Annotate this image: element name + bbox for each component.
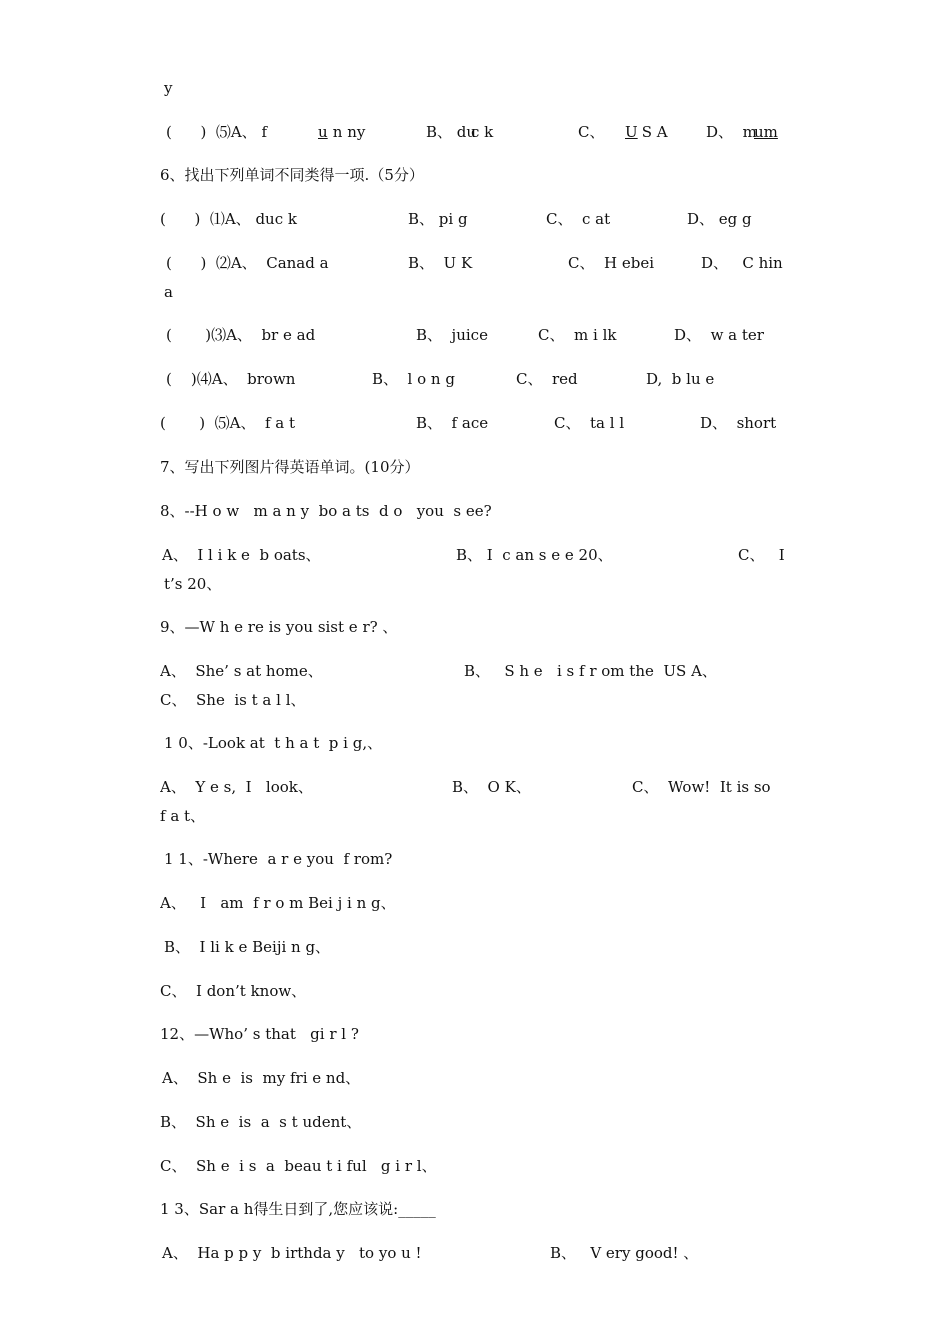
line-segment: u (318, 123, 328, 141)
line-segment: 9、—W h e re is you sist e r? 、 (160, 618, 398, 636)
worksheet-line (160, 1023, 800, 1045)
worksheet-line (160, 324, 800, 346)
line-segment: U (625, 123, 638, 141)
line-segment: 1 1、-Where a r e you f rom? (164, 850, 393, 868)
line-segment: y (164, 79, 173, 97)
line-segment: D、 eg g (687, 210, 752, 228)
line-segment: c k (471, 123, 494, 141)
worksheet-line (160, 689, 800, 711)
line-segment: 1 0、-Look at t h a t p i g,、 (164, 734, 383, 752)
worksheet-line (160, 252, 800, 274)
worksheet-line (160, 1111, 800, 1133)
line-segment: B、 O K、 (452, 778, 531, 796)
line-segment: ( ) ⑸A、 f a t (160, 414, 296, 432)
line-segment: ( )⑶A、 br e ad (166, 326, 316, 344)
worksheet-line (160, 412, 800, 434)
line-segment: C、 Wow! It is so (632, 778, 771, 796)
line-segment: a (164, 283, 173, 301)
line-segment: ( ) ⑴A、 duc k (160, 210, 297, 228)
line-segment: 12、—Who’ s that gi r l ? (160, 1025, 359, 1043)
worksheet-line (160, 1198, 800, 1220)
worksheet-line (160, 1067, 800, 1089)
worksheet-line (160, 776, 800, 798)
line-segment: D, b lu e (646, 370, 715, 388)
line-segment: C、 I (738, 546, 785, 564)
line-segment: B、 juice (416, 326, 488, 344)
worksheet-line (160, 616, 800, 638)
line-segment: B、 I c an s e e 20、 (456, 546, 613, 564)
worksheet-line (160, 208, 800, 230)
worksheet-line (160, 660, 800, 682)
line-segment: B、 U K (408, 254, 473, 272)
worksheet-line (160, 164, 800, 186)
line-segment: A、 Y e s, I look、 (160, 778, 313, 796)
line-segment: ( ) ⑸A、 f (166, 123, 268, 141)
line-segment: C、 (578, 123, 615, 141)
line-segment: B、 S h e i s f r om the US A、 (464, 662, 717, 680)
line-segment: B、 f ace (416, 414, 489, 432)
line-segment: B、 I li k e Beiji n g、 (164, 938, 331, 956)
line-segment: B、 Sh e is a s t udent、 (160, 1113, 362, 1131)
worksheet-line (160, 848, 800, 870)
worksheet-line (160, 1242, 800, 1264)
worksheet-line (160, 77, 800, 99)
line-segment: B、 pi g (408, 210, 468, 228)
line-segment: D、 C hin (701, 254, 783, 272)
line-segment: C、 H ebei (568, 254, 655, 272)
worksheet-line (160, 121, 800, 143)
worksheet-line (160, 936, 800, 958)
line-segment: 6、找出下列单词不同类得一项.（5分） (160, 166, 424, 184)
line-segment: f a t、 (160, 807, 206, 825)
line-segment: S A (637, 123, 668, 141)
line-segment: B、 du (426, 123, 477, 141)
worksheet-line (160, 368, 800, 390)
line-segment: 7、写出下列图片得英语单词。(10分） (160, 458, 420, 476)
worksheet-line (160, 805, 800, 827)
worksheet-line (160, 732, 800, 754)
line-segment: ( )⑷A、 brown (166, 370, 296, 388)
line-segment: A、 She’ s at home、 (160, 662, 323, 680)
line-segment: C、 m i lk (538, 326, 617, 344)
line-segment: A、 Sh e is my fri e nd、 (162, 1069, 361, 1087)
line-segment: C、 Sh e i s a beau t i ful g i r l、 (160, 1157, 437, 1175)
line-segment: 8、--H o w m a n y bo a ts d o you s ee? (160, 502, 492, 520)
worksheet-line (160, 1155, 800, 1177)
line-segment: um (754, 123, 778, 141)
line-segment: A、 I am f r o m Bei j i n g、 (160, 894, 396, 912)
line-segment: B、 l o n g (372, 370, 455, 388)
line-segment: 1 3、Sar a h得生日到了,您应该说:_____ (160, 1200, 436, 1218)
line-segment: D、 short (700, 414, 777, 432)
line-segment: D、 m (706, 123, 757, 141)
worksheet-line (160, 980, 800, 1002)
line-segment: C、 I don’t know、 (160, 982, 307, 1000)
worksheet-line (160, 573, 800, 595)
line-segment: A、 I l i k e b oats、 (162, 546, 321, 564)
line-segment: A、 Ha p p y b irthda y to yo u ! (162, 1244, 422, 1262)
worksheet-line (160, 892, 800, 914)
worksheet-line (160, 456, 800, 478)
line-segment: C、 red (516, 370, 578, 388)
line-segment: C、 She is t a l l、 (160, 691, 306, 709)
worksheet-line (160, 281, 800, 303)
worksheet-line (160, 544, 800, 566)
line-segment: C、 c at (546, 210, 611, 228)
line-segment: B、 V ery good! 、 (550, 1244, 699, 1262)
line-segment: D、 w a ter (674, 326, 764, 344)
line-segment: t’s 20、 (164, 575, 222, 593)
line-segment: C、 ta l l (554, 414, 625, 432)
line-segment: n ny (328, 123, 366, 141)
line-segment: ( ) ⑵A、 Canad a (166, 254, 329, 272)
worksheet-line (160, 500, 800, 522)
